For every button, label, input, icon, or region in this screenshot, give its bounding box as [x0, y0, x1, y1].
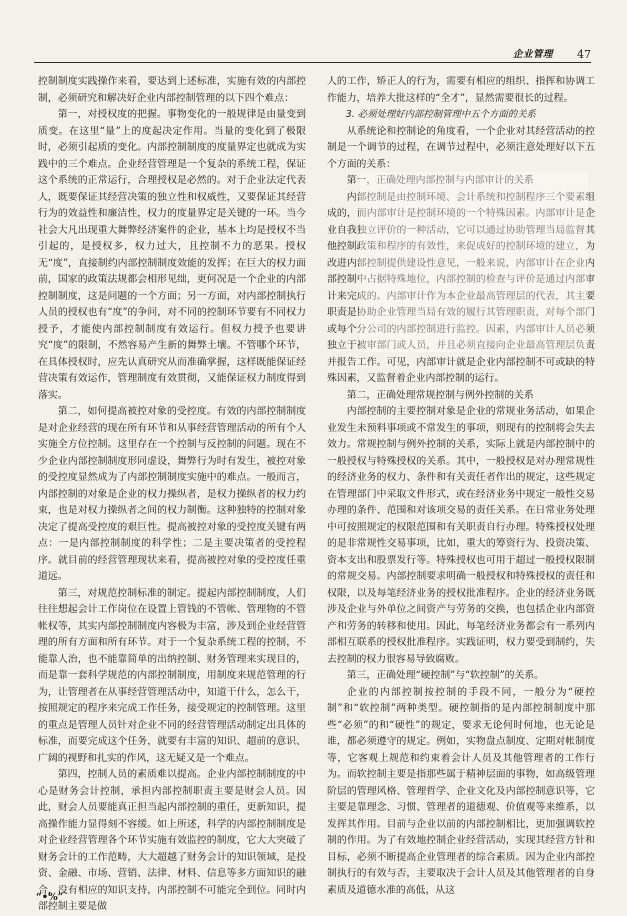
journal-title: 企业管理 — [512, 49, 553, 60]
paragraph: 第三，对规范控制标准的制定。提起内部控制制度，人们往往想起会计工作岗位在设置上管钱的不管帐、管理物的不管帐权等，其实内部控制制度内容极为丰富，涉及到企业经营管理的所有方面和所有环节。对于一个复杂系统工程的控制，不能靠人治，也不能靠简单的出纳控制、财务管理来实现目的，而是靠一套科学规范的内部控制制度，用制度来规范管理的行为，让管理者在从事经营管理活动中，知道干什么，怎么干，按照规定的程序来完成工作任务，接受规定的控制管理。这里的重点是管理人员针对企业不同的经营管理活动制定出具体的标准，而要完成这个任务，就要有丰富的知识、超前的意识、广阔的视野和扎实的作风，这无疑又是一个难点。 — [38, 587, 306, 764]
paragraph: 内部控制是由控制环境、会计系统和控制程序三个要素组成的，而内部审计是控制环境的一个特殊因素。内部审计是企业自我独立评价的一种活动，它可以通过协助管理当局监督其他控制政策和程序的有效性，来促成好的控制环境的建立，为改进内部控制提供建设性意见，一般来说，内部审计在企业内部控制中占据特殊地位，内部控制的检查与评价是通过内部审计来完成的。内部审计作为本企业最高管理层的代表，其主要职责是协助企业管理当局有效的履行其管理职责，对每个部门或每个分公司的内部控制进行监控。因素，内部审计人员必须独立于被审部门或人员，并且必须直接向企业最高管理层负责并报告工作。可见，内部审计就是企业内部控制不可或缺的特殊因素，又监督着企业内部控制的运行。 — [327, 191, 595, 384]
paragraph: 人的工作，矫正人的行为，需要有相应的组织、指挥和协调工作能力，培养大批这样的“全才”，显然需要很长的过程。 — [327, 76, 595, 104]
paragraph: 内部控制的主要控制对象是企业的常规业务活动，如果企业发生未预料事项或不常发生的事项，则现有的控制将会失去效力。常规控制与例外控制的关系，实际上就是内部控制中的一般授权与特殊授权的关系。其中，一般授权是对办理常规性的经济业务的权力、条件和有关责任者作出的规定，这些规定在管理部门中采取文件形式，或在经济业务中规定一般性交易办理的条件、范围和对该项交易的责任关系。在日常业务处理中可按照规定的权限范围和有关职责自行办理。特殊授权处理的是非常规性交易事项，比如，重大的筹资行为、投资决策、资本支出和股票发行等。特殊授权也可用于超过一般授权限制的常规交易。内部控制要求明确一般授权和特殊授权的责任和权限，以及每笔经济业务的授权批准程序。企业的经济业务既涉及企业与外单位之间资产与劳务的交换，也包括企业内部资产和劳务的转移和使用。因此，每笔经济业务都会有一系列内部相互联系的授权批准程序。实践证明，权力要受到制约，失去控制的权力很容易导致腐败。 — [327, 406, 595, 665]
paragraph: 从系统论和控制论的角度看，一个企业对其经营活动的控制是一个调节的过程，在调节过程中，必须注意处理好以下五个方面的关系： — [327, 125, 595, 170]
subsection-heading: 第二，正确处理常规控制与例外控制的关系 — [346, 389, 534, 401]
paragraph: 第一，对授权度的把握。事物变化的一般规律是由量变到质变。在这里“量”上的度起决定作用。当量的变化到了极限时，必须引起质的变化。内部控制制度的度量界定也就成为实践中的三个难点。企业经营管理是一个复杂的系统工程，保证这个系统的正常运行，合理授权是必然的。对于企业法定代表人，既要保证其经营决策的独立性和权威性，又要保证其经营行为的效益性和廉洁性，权力的度量界定是关键的一环。当今社会大凡出现重大舞弊经济案件的企业，基本上均是授权不当引起的，是授权多，权力过大，且控制不力的恶果。授权无“度”，直接制约内部控制制度效能的发挥；在巨大的权力面前，国家的政策法规都会相形见绌，更何况是一个企业的内部控制制度，这是问题的一个方面；另一方面，对内部控制执行人员的授权也有“度”的争问，对不同的控制环节要有不同权力授予，才能使内部控制制度有效运行。但权力授予也要讲究“度”的限制，不然容易产生新的舞弊土壤。不管哪个环节，在具体授权时，应先认真研究从而准确掌握，这样既能保证经营决策有效运作，管理制度有效贯彻，又能保证权力制度得到落实。 — [38, 109, 306, 401]
subsection-heading: 第一，正确处理内部控制与内部审计的关系 — [346, 175, 534, 186]
paragraph: 第四，控制人员的素质难以提高。企业内部控制制度的中心是财务会计控制，承担内部控制职责主要是财会人员。因此，财会人员要能真正担当起内部控制的重任，更新知识，提高操作能力显得刻不容缓。如上所述，科学的内部控制制度是对企业经营管理各个环节实施有效监控的制度，它大大突破了财务会计的工作范畴，大大超越了财务会计的知识领域，是投资、金融、市场、营销、法律、材料、信息等多方面知识的融合，没有相应的知识支持，内部控制不可能完全到位。同时内部控制主要是做 — [38, 769, 306, 912]
running-header — [34, 46, 591, 63]
left-column — [38, 74, 306, 912]
section-heading: 3. 必须处理好内部控制管理中五个方面的关系 — [345, 109, 536, 120]
page-number: 47 — [577, 48, 591, 61]
right-column — [327, 74, 595, 894]
paragraph: 控制制度实践操作来看，要达到上述标准，实施有效的内部控制，必须研究和解决好企业内部控制管理的以下四个难点： — [38, 76, 306, 104]
paragraph: 第二，如何提高被控对象的受控度。有效的内部控制制度是对企业经营的现在所有环节和从事经营管理活动的所有个人实施全方位控制。这里存在一个控制与反控制的问题。现在不少企业内部控制制度形同虚设，舞弊行为时有发生，被控对象的受控度显然成为了内部控制制度实施中的难点。一般而言，内部控制的对象是企业的权力操纵者，是权力操纵者的权力约束，也是对权力操纵者之间的权力制衡。这种独特的控制对象决定了提高受控度的艰巨性。提高被控对象的受控度关键有两点：一是内部控制制度的科学性；二是主要决策者的受控程序。就目前的经营管理现状来看，提高被控对象的受控度任重道远。 — [38, 406, 306, 582]
footer-mark: “•%” — [36, 892, 64, 903]
paragraph: 企业的内部控制按控制的手段不同，一般分为“硬控制”和“软控制”两种类型。硬控制指的是内部控制制度中那些“必须”的和“硬性”的规定，要求无论何时何地，也无论是谁，都必须遵守的规定。例如，实物盘点制度、定期对帐制度等，它客观上规范和约束着会计人员及其他管理者的工作行为。而软控制主要是指那些属于精神层面的事物，如高级管理阶层的管理风格、管理哲学、企业文化及内部控制意识等，它主要是靠理念、习惯、管理者的道德观、价值观等来维系，以发挥其作用。目前与企业以前的内部控制相比，更加强调软控制的作用。为了有效地控制企业经营活动，实现其经营方针和目标，必须不断提高企业管理者的综合素质。因为企业内部控制执行的有效与否，主要取决于会计人员及其他管理者的自身素质及道德水准的高低，从这 — [327, 686, 595, 896]
subsection-heading: 第三，正确处理“硬控制”与“软控制”的关系。 — [346, 670, 545, 681]
